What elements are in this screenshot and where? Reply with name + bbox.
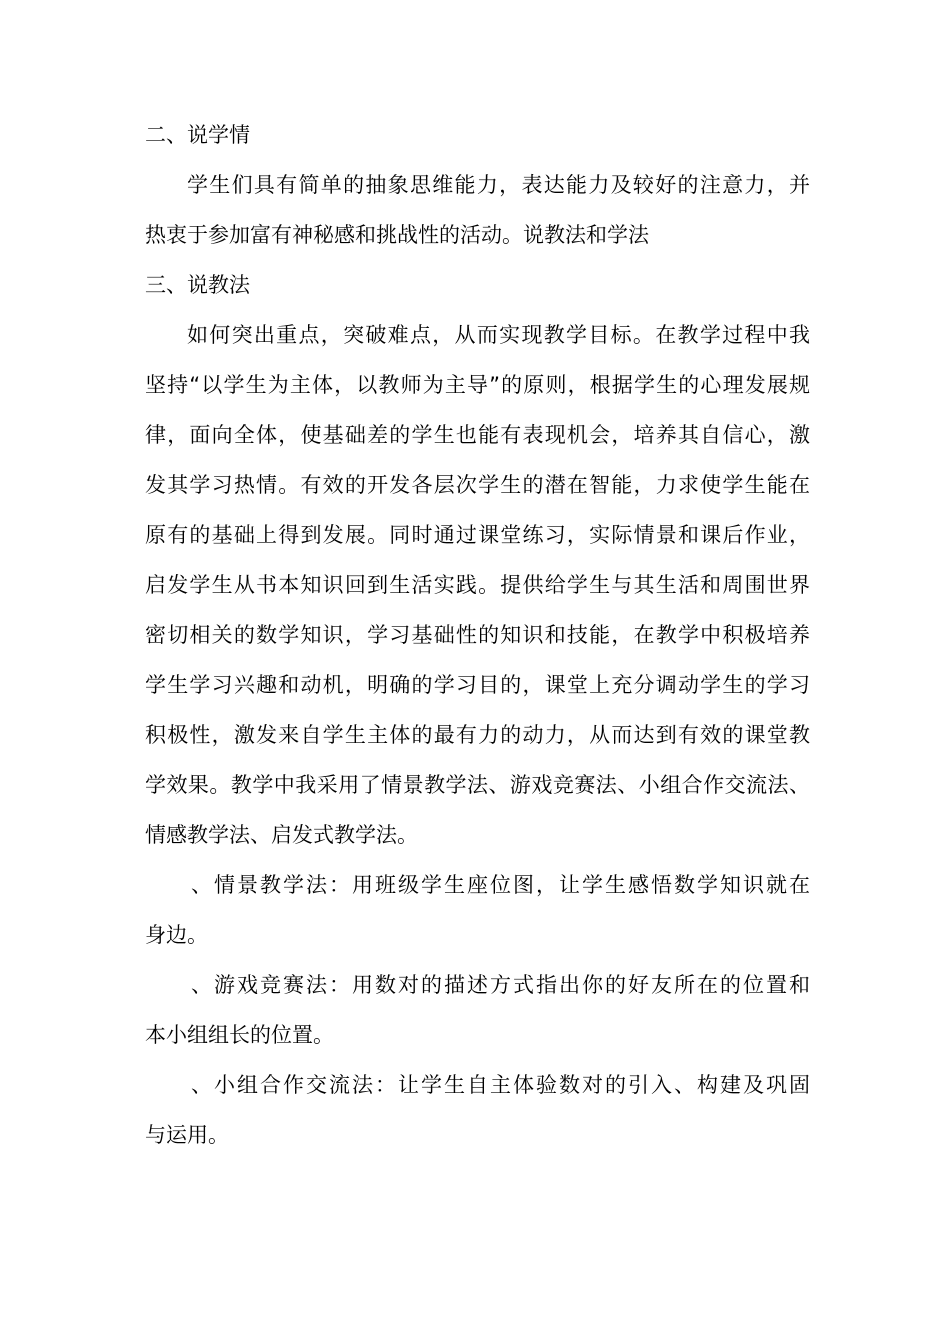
paragraph-line: 启发学生从书本知识回到生活实践。提供给学生与其生活和周围世界 (145, 573, 810, 597)
method-item-scenario: 、情景教学法：用班级学生座位图，让学生感悟数学知识就在 (191, 873, 810, 897)
paragraph-line: 密切相关的数学知识，学习基础性的知识和技能，在教学中积极培养 (145, 623, 810, 647)
paragraph-line: 热衷于参加富有神秘感和挑战性的活动。说教法和学法 (145, 223, 649, 247)
document-page (145, 110, 810, 1160)
paragraph-line: 坚持“以学生为主体，以教师为主导”的原则，根据学生的心理发展规 (145, 373, 810, 397)
paragraph-line: 发其学习热情。有效的开发各层次学生的潜在智能，力求使学生能在 (145, 473, 810, 497)
paragraph-line: 如何突出重点，突破难点，从而实现教学目标。在教学过程中我 (187, 323, 810, 347)
paragraph-line: 学生们具有简单的抽象思维能力，表达能力及较好的注意力，并 (187, 173, 810, 197)
section-heading-teaching-method: 三、说教法 (145, 273, 250, 297)
section-heading-student-analysis: 二、说学情 (145, 123, 250, 147)
method-item-game: 、游戏竞赛法：用数对的描述方式指出你的好友所在的位置和 (191, 973, 810, 997)
method-item-game-cont: 本小组组长的位置。 (145, 1023, 334, 1047)
paragraph-line: 学生学习兴趣和动机，明确的学习目的，课堂上充分调动学生的学习 (145, 673, 810, 697)
method-item-group-cont: 与运用。 (145, 1123, 229, 1147)
paragraph-line: 学效果。教学中我采用了情景教学法、游戏竞赛法、小组合作交流法、 (145, 773, 810, 797)
paragraph-line: 情感教学法、启发式教学法。 (145, 823, 418, 847)
method-item-group: 、小组合作交流法：让学生自主体验数对的引入、构建及巩固 (191, 1073, 810, 1097)
method-item-scenario-cont: 身边。 (145, 923, 208, 947)
paragraph-line: 原有的基础上得到发展。同时通过课堂练习，实际情景和课后作业， (145, 523, 810, 547)
paragraph-line: 积极性，激发来自学生主体的最有力的动力，从而达到有效的课堂教 (145, 723, 810, 747)
paragraph-line: 律，面向全体，使基础差的学生也能有表现机会，培养其自信心，激 (145, 423, 810, 447)
